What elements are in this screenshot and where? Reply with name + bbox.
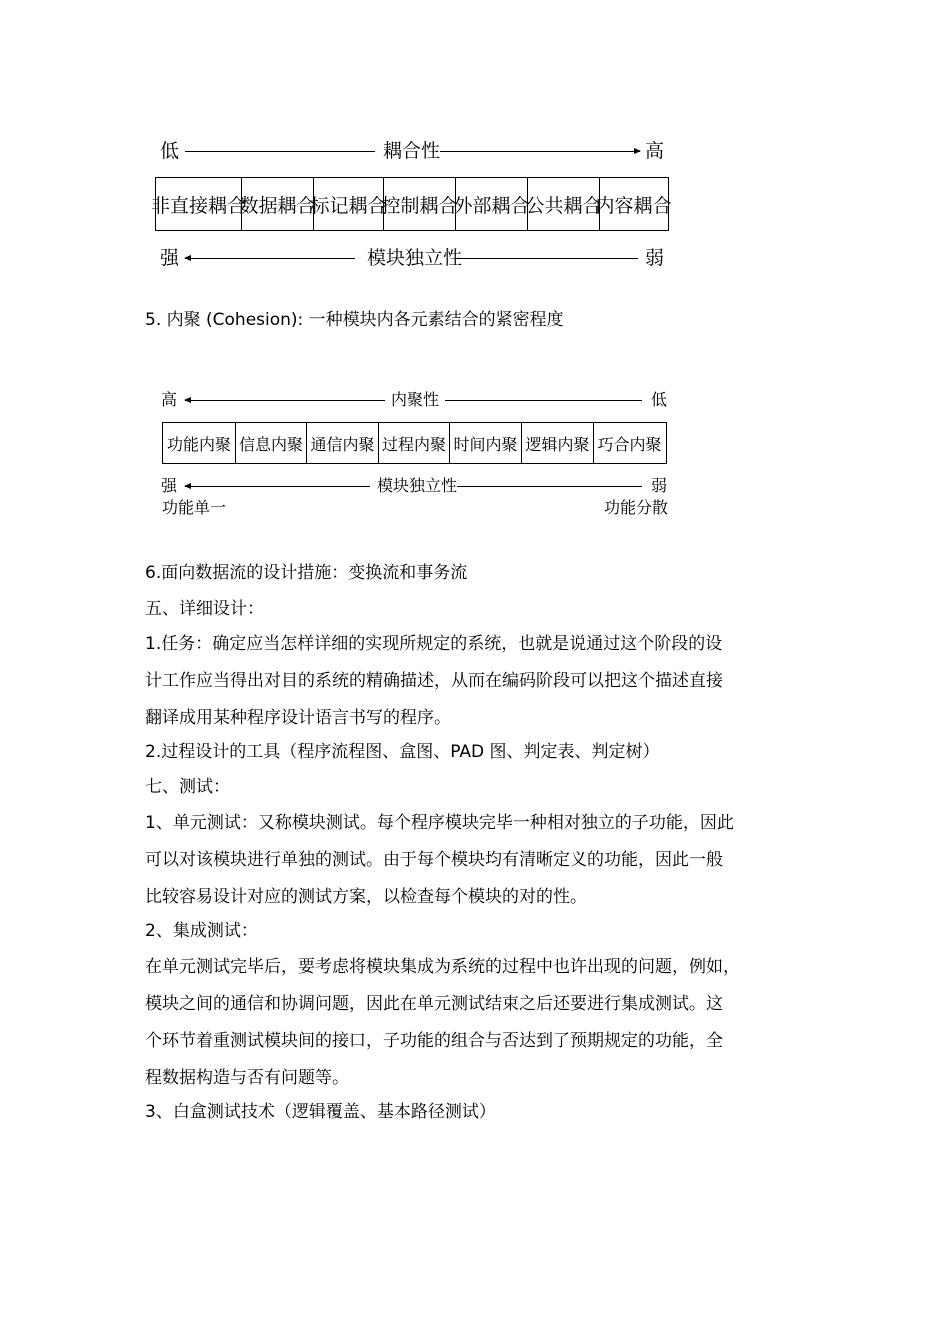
coupling-cell: 非直接耦合 xyxy=(156,178,242,230)
text-line: 1.任务：确定应当怎样详细的实现所规定的系统，也就是说通过这个阶段的设 xyxy=(145,634,723,654)
text-line: 2.过程设计的工具（程序流程图、盒图、PAD 图、判定表、判定树） xyxy=(145,742,660,762)
text-line: 2、集成测试： xyxy=(145,921,258,941)
coupling-strong-label: 强 xyxy=(160,247,180,269)
text-line: 翻译成用某种程序设计语言书写的程序。 xyxy=(145,708,451,728)
cohesion-independence-scale xyxy=(155,474,670,498)
cohesion-heading: 5. 内聚 (Cohesion): 一种模块内各元素结合的紧密程度 xyxy=(145,310,564,330)
text-line: 可以对该模块进行单独的测试。由于每个模块均有清晰定义的功能，因此一般 xyxy=(145,850,723,870)
cohesion-independence-label: 模块独立性 xyxy=(377,474,457,498)
text-line: 1、单元测试：又称模块测试。每个程序模块完毕一种相对独立的子功能，因此 xyxy=(145,813,734,833)
cohesion-independence-arrow-left xyxy=(185,486,370,487)
cohesion-weak-label: 弱 xyxy=(651,474,667,498)
cohesion-cell: 时间内聚 xyxy=(450,423,522,463)
coupling-weak-label: 弱 xyxy=(645,247,665,269)
coupling-cell: 公共耦合 xyxy=(528,178,600,230)
cohesion-scale xyxy=(155,388,670,412)
cohesion-types-row xyxy=(162,422,667,464)
coupling-low-label: 低 xyxy=(160,140,180,162)
text-line: 七、测试： xyxy=(145,777,230,797)
coupling-independence-arrow-left xyxy=(185,258,355,259)
text-line: 个环节着重测试模块间的接口，子功能的组合与否达到了预期规定的功能，全 xyxy=(145,1031,723,1051)
text-line: 计工作应当得出对目的系统的精确描述，从而在编码阶段可以把这个描述直接 xyxy=(145,671,723,691)
cohesion-cell: 过程内聚 xyxy=(379,423,450,463)
coupling-independence-scale xyxy=(155,246,670,270)
cohesion-cell: 逻辑内聚 xyxy=(522,423,594,463)
cohesion-cell: 通信内聚 xyxy=(307,423,379,463)
cohesion-cell: 功能内聚 xyxy=(163,423,236,463)
text-line: 模块之间的通信和协调问题，因此在单元测试结束之后还要进行集成测试。这 xyxy=(145,994,723,1014)
cohesion-arrow-left xyxy=(185,400,385,401)
coupling-independence-line-right xyxy=(455,258,638,259)
cohesion-low-label: 低 xyxy=(651,388,667,412)
coupling-axis-label: 耦合性 xyxy=(383,140,441,162)
cohesion-cell: 信息内聚 xyxy=(236,423,307,463)
coupling-independence-label: 模块独立性 xyxy=(367,247,463,269)
cohesion-independence-line-right xyxy=(457,486,642,487)
cohesion-line-right xyxy=(445,400,642,401)
cohesion-high-label: 高 xyxy=(161,388,177,412)
cohesion-axis-label: 内聚性 xyxy=(391,388,439,412)
coupling-cell: 控制耦合 xyxy=(384,178,456,230)
text-line: 在单元测试完毕后，要考虑将模块集成为系统的过程中也许出现的问题，例如， xyxy=(145,957,740,977)
text-line: 五、详细设计： xyxy=(145,599,264,619)
coupling-types-row xyxy=(151,177,672,231)
coupling-line-left xyxy=(185,151,375,152)
text-line: 6.面向数据流的设计措施：变换流和事务流 xyxy=(145,563,468,583)
text-line: 3、白盒测试技术（逻辑覆盖、基本路径测试） xyxy=(145,1102,496,1122)
coupling-cell: 数据耦合 xyxy=(242,178,314,230)
coupling-cell: 外部耦合 xyxy=(456,178,528,230)
text-line: 比较容易设计对应的测试方案，以检查每个模块的对的性。 xyxy=(145,887,587,907)
coupling-scale xyxy=(155,139,670,163)
text-line: 程数据构造与否有问题等。 xyxy=(145,1068,349,1088)
coupling-cell: 内容耦合 xyxy=(595,194,672,217)
coupling-arrow-right xyxy=(440,151,640,152)
cohesion-strong-label: 强 xyxy=(161,474,177,498)
coupling-high-label: 高 xyxy=(645,140,665,162)
coupling-cell: 标记耦合 xyxy=(314,178,384,230)
cohesion-single-function-label: 功能单一 xyxy=(162,498,227,517)
cohesion-cell: 巧合内聚 xyxy=(597,434,662,454)
cohesion-scattered-function-label: 功能分散 xyxy=(604,498,669,517)
